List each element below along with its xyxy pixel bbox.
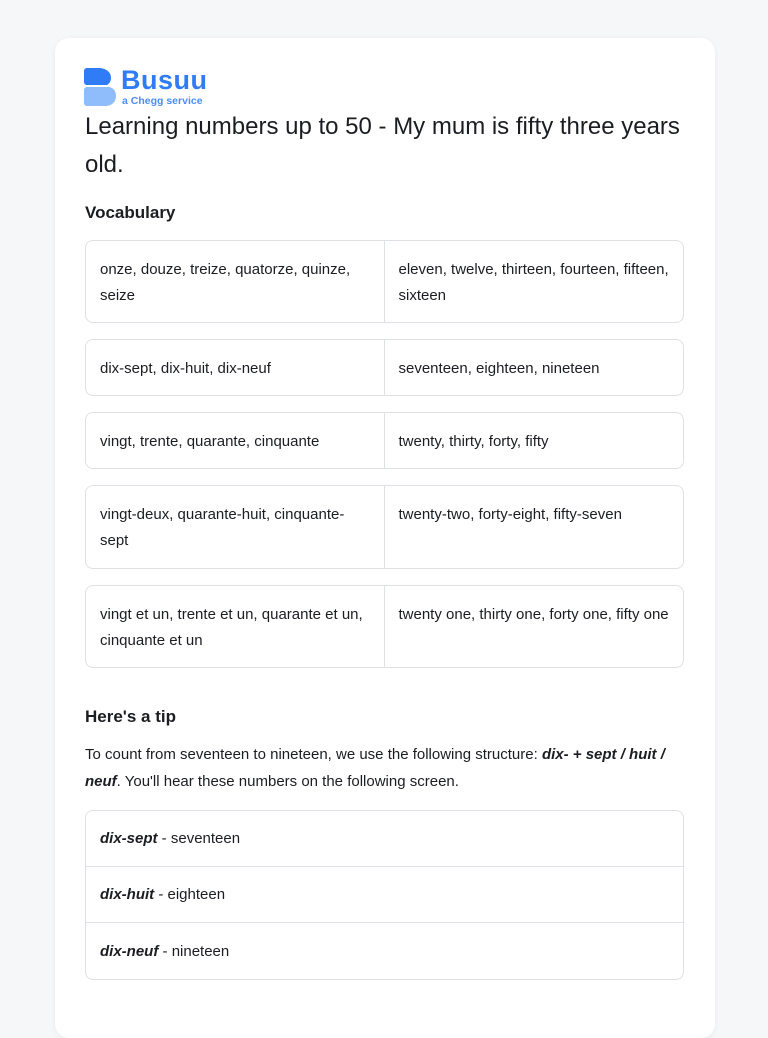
- example-row: [86, 867, 683, 923]
- example-row: [86, 811, 683, 867]
- vocab-english: twenty, thirty, forty, fifty: [398, 433, 549, 450]
- tip-intro: To count from seventeen to nineteen, we use the following structure:: [85, 746, 542, 763]
- example-separator: -: [157, 830, 171, 847]
- vocab-row: [85, 339, 684, 396]
- vocab-french: dix-sept, dix-huit, dix-neuf: [86, 340, 385, 395]
- vocab-french: vingt, trente, quarante, cinquante: [86, 413, 385, 468]
- busuu-logo-icon: [84, 68, 116, 106]
- example-separator: -: [158, 942, 172, 960]
- busuu-logo: [84, 66, 284, 108]
- example-term: dix-sept: [100, 830, 158, 847]
- vocab-english: eleven, twelve, thirteen, fourteen, fifteen, sixteen: [398, 261, 669, 304]
- brand-tagline: a Chegg service: [122, 95, 203, 107]
- vocab-row: [85, 585, 684, 668]
- lesson-title: Learning numbers up to 50 - My mum is fifty three years old.: [85, 113, 680, 178]
- tip-heading: Here's a tip: [85, 707, 176, 726]
- tip-outro: . You'll hear these numbers on the following screen.: [116, 773, 459, 790]
- vocab-french: vingt et un, trente et un, quarante et un, cinquante et un: [86, 586, 385, 667]
- vocab-english: seventeen, eighteen, nineteen: [398, 360, 600, 377]
- vocab-english: twenty one, thirty one, forty one, fifty one: [398, 606, 669, 623]
- vocab-row: [85, 412, 684, 469]
- lesson-card: [55, 38, 715, 1038]
- examples-table: [85, 810, 684, 980]
- vocabulary-heading: Vocabulary: [85, 203, 176, 222]
- example-meaning: eighteen: [167, 886, 226, 903]
- vocab-french: onze, douze, treize, quatorze, quinze, seize: [86, 241, 385, 322]
- tip-paragraph: [85, 741, 685, 795]
- example-meaning: nineteen: [171, 942, 230, 960]
- example-term: dix-huit: [100, 886, 155, 903]
- vocab-french: vingt-deux, quarante-huit, cinquante-sept: [86, 486, 385, 568]
- vocab-english: twenty-two, forty-eight, fifty-seven: [398, 506, 622, 523]
- vocab-row: [85, 240, 684, 323]
- vocab-row: [85, 485, 684, 569]
- example-meaning: seventeen: [170, 830, 241, 847]
- example-term: dix-neuf: [100, 942, 159, 960]
- example-row: [86, 923, 683, 979]
- tip-structure: dix- + sept / huit / neuf: [85, 746, 665, 790]
- brand-name: Busuu: [121, 65, 208, 95]
- example-separator: -: [154, 886, 168, 903]
